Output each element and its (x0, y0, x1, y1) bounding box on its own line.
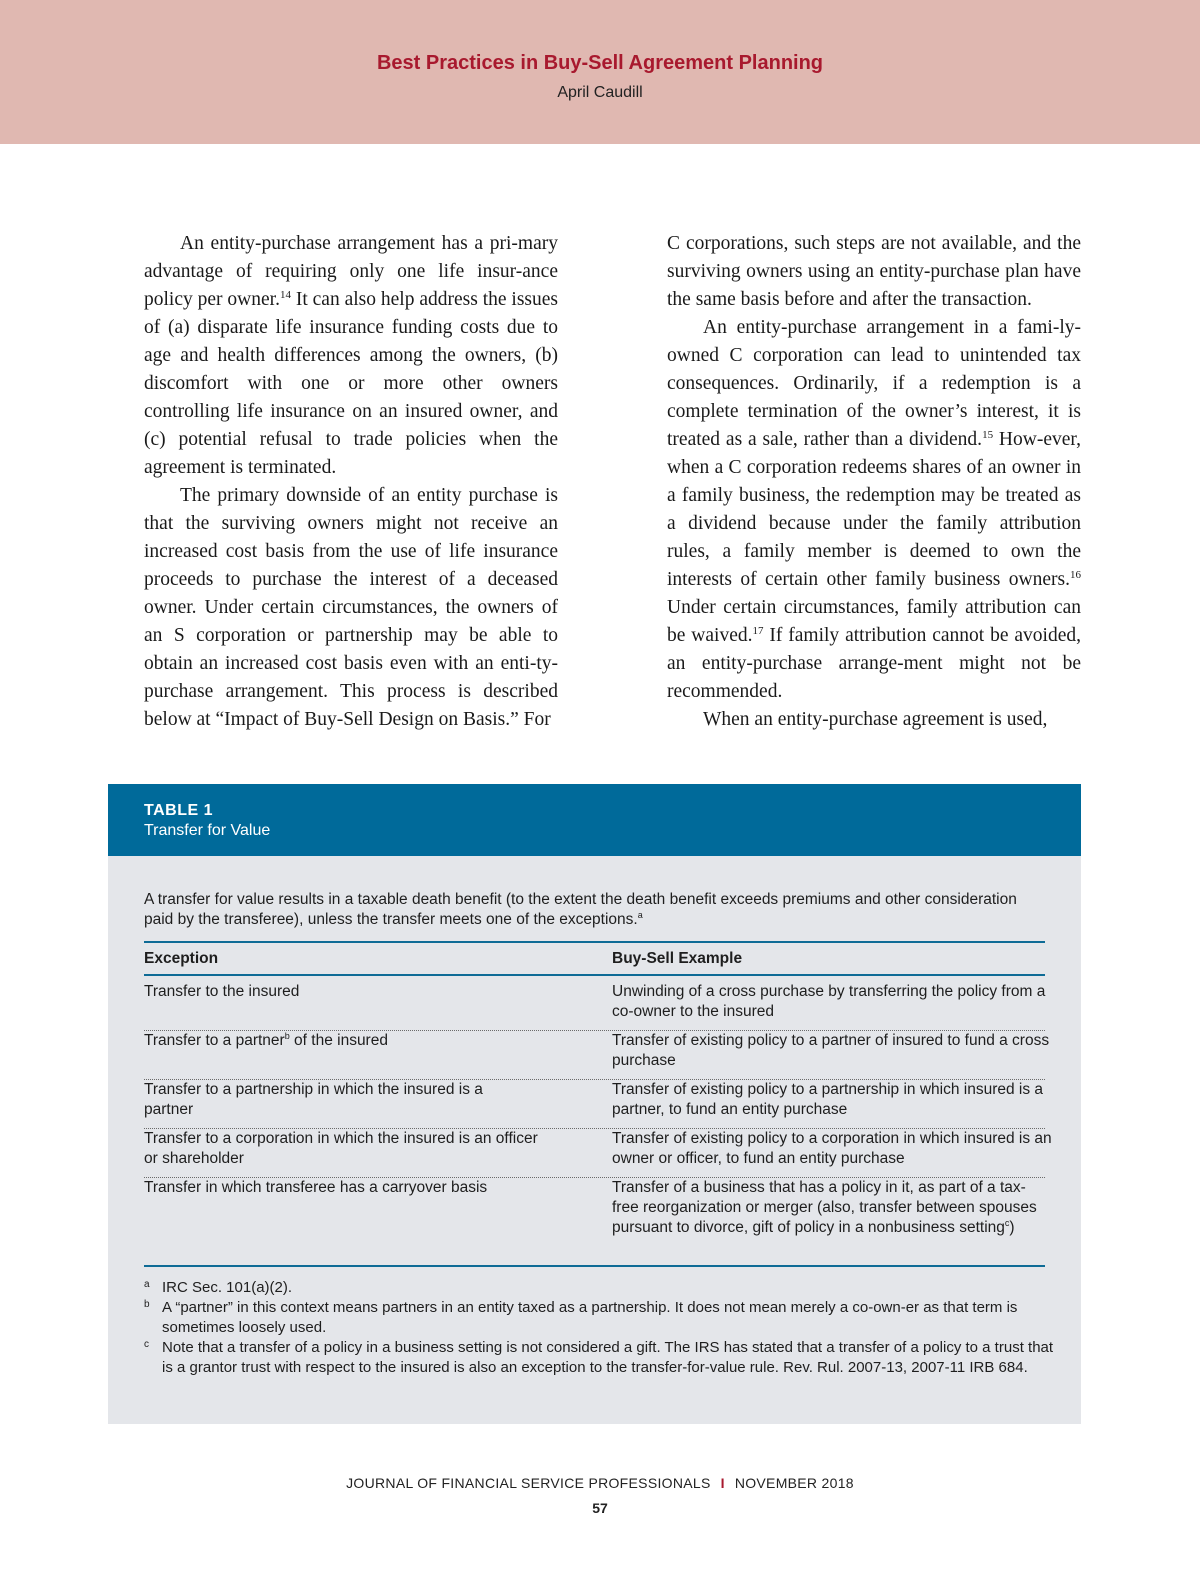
table-note: b A “partner” in this context means partners in an entity taxed as a partnership. It does not mean merely a co-own-er as that term is sometimes loosely used. (144, 1298, 1054, 1338)
paragraph: The primary downside of an entity purchase is that the surviving owners might not receive an increased cost basis from the use of life insurance proceeds to purchase the interest of a deceased owner. Under certain circumstances, the owners of an S corporation or partnership may be able to obtain an increased cost basis even with an enti-ty-purchase arrangement. This process is described below at “Impact of Buy-Sell Design on Basis.” For (144, 485, 558, 730)
table-note: c Note that a transfer of a policy in a business setting is not considered a gift. The IRS has stated that a transfer of a policy to a trust that is a grantor trust with respect to the insured is also an exception to the transfer-for-value rule. Rev. Rul. 2007-13, 2007-11 IRB 684. (144, 1338, 1054, 1378)
table-column-headers (144, 950, 1045, 970)
table-rule (144, 941, 1045, 943)
column-header-example: Buy-Sell Example (612, 950, 743, 967)
table-row (144, 982, 1045, 1031)
note-mark: a (144, 1279, 150, 1290)
table-rule (144, 1265, 1045, 1267)
journal-name: JOURNAL OF FINANCIAL SERVICE PROFESSIONALS (346, 1475, 711, 1491)
table-box (108, 784, 1081, 1424)
body-column-right (667, 230, 1081, 734)
footnote-ref: 17 (752, 625, 764, 637)
article-title: Best Practices in Buy-Sell Agreement Planning (376, 52, 824, 74)
paragraph: When an entity-purchase agreement is used, (703, 709, 1048, 730)
cell-example: Transfer of existing policy to a corporation in which insured is an owner or officer, to fund an entity purchase (612, 1130, 1052, 1167)
cell-exception: Transfer in which transferee has a carryover basis (144, 1179, 488, 1196)
footnote-ref: 15 (982, 429, 994, 441)
table-body (144, 982, 1052, 1262)
cell-example: Transfer of existing policy to a partnership in which insured is a partner, to fund an entity purchase (612, 1081, 1044, 1118)
table-note: a IRC Sec. 101(a)(2). (144, 1278, 1054, 1298)
body-column-left (144, 230, 558, 734)
footnote-ref: a (637, 910, 643, 920)
table-intro: A transfer for value results in a taxable death benefit (to the extent the death benefit exceeds premiums and other consideration paid by the transferee), unless the transfer meets one of the exceptions.$^a$ (144, 891, 1017, 928)
cell-exception: Transfer to a partnership in which the insured is a partner (144, 1081, 483, 1118)
paragraph: An entity-purchase arrangement in a fami-ly-owned C corporation can lead to unintended tax consequences. Ordinarily, if a redemption is a complete termination of the owner’s interest, it is treated as a sale, rather than a dividend.$^{15}$ How-ever, when a C corporation redeems shares of an owner in a family business, the redemption may be treated as a dividend because under the family attribution rules, a family member is deemed to own the interests of certain other family business owners.$^{16}$ Under certain circumstances, family attribution can be waived.$^{17}$ If family attribution cannot be avoided, an entity-purchase arrange-ment might not be recommended. (667, 317, 1081, 702)
cell-exception: Transfer to the insured (144, 983, 300, 1000)
issue-date: NOVEMBER 2018 (734, 1475, 854, 1491)
footer-separator: I (720, 1475, 725, 1491)
table-row (144, 1129, 1052, 1178)
table-row (144, 1178, 1045, 1262)
table-header-band (108, 784, 1081, 856)
footnote-ref: 14 (279, 289, 291, 301)
cell-exception: Transfer to a corporation in which the insured is an officer or shareholder (144, 1130, 538, 1167)
cell-example: Transfer of existing policy to a partner of insured to fund a cross purchase (612, 1032, 1050, 1069)
note-mark: c (144, 1339, 149, 1350)
cell-exception: Transfer to a partner$^b$ of the insured (144, 1031, 388, 1049)
cell-example: Unwinding of a cross purchase by transferring the policy from a co-owner to the insured (612, 983, 1046, 1020)
footnote-ref: 16 (1070, 569, 1081, 581)
table-rule (144, 974, 1045, 976)
footnote-ref: b (284, 1031, 290, 1041)
paragraph: An entity-purchase arrangement has a pri-mary advantage of requiring only one life insur-ance policy per owner.$^{14}$ It can also help address the issues of (a) disparate life insurance funding costs due to age and health differences among the owners, (b) discomfort with one or more other owners controlling life insurance on an insured owner, and (c) potential refusal to trade policies when the agreement is terminated. (144, 233, 558, 478)
table-row (144, 1031, 1050, 1080)
column-header-exception: Exception (144, 950, 219, 967)
table-caption: Transfer for Value (144, 822, 271, 839)
article-author: April Caudill (557, 84, 643, 101)
page-number: 57 (592, 1500, 608, 1516)
table-notes (144, 1278, 1054, 1378)
footnote-ref: c (1004, 1218, 1010, 1228)
note-mark: b (144, 1299, 150, 1310)
table-row (144, 1080, 1045, 1129)
table-label: TABLE 1 (144, 802, 213, 819)
page-footer (0, 1475, 1200, 1491)
cell-example: Transfer of a business that has a policy in it, as part of a tax-free reorganization or merger (also, transfer between spouses pursuant to divorce, gift of policy in a nonbusiness setting$^c$) (612, 1179, 1037, 1236)
paragraph: C corporations, such steps are not available, and the surviving owners using an entity-purchase plan have the same basis before and after the transaction. (667, 233, 1081, 310)
